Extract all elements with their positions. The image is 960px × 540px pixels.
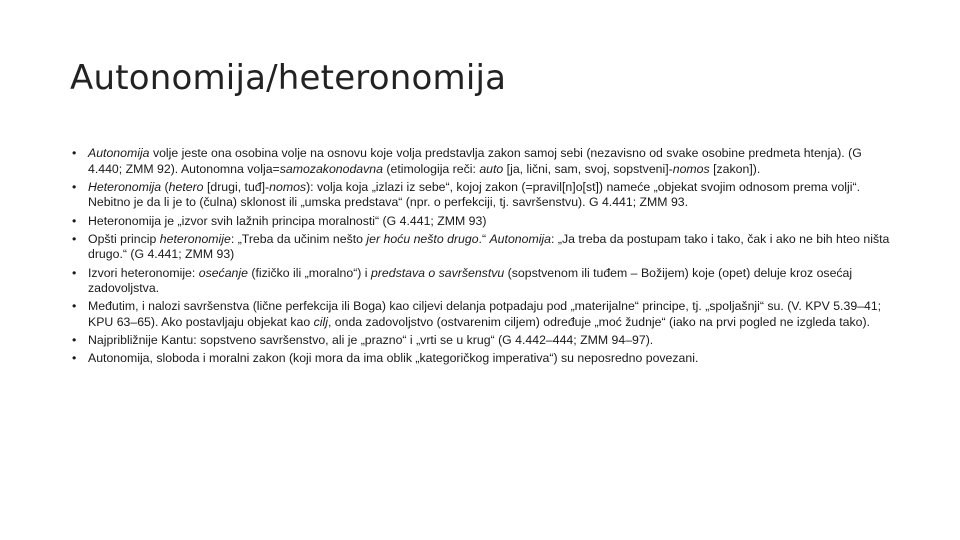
bullet-item — [72, 299, 892, 330]
emphasized-text: hetero — [168, 179, 204, 194]
bullet-item — [72, 232, 892, 263]
emphasized-text: samozakonodavna — [279, 161, 383, 176]
emphasized-text: predstava o savršenstvu — [370, 265, 505, 280]
bullet-text: : „Treba da učinim nešto — [230, 231, 367, 246]
bullet-text: ): volja koja „izlazi iz sebe“, kojoj zakon (=pravil[n]o[st]) nameće „objekat svojim odnosom prema volji“. Nebitno je da li je to (čulna) sklonost ili „umska predstava“ (npr. o perfekciji, tj. savršenstvu). G 4.441; ZMM 93. — [88, 179, 860, 210]
bullet-list — [72, 146, 892, 369]
bullet-item — [72, 333, 892, 349]
emphasized-text: Heteronomija — [88, 179, 162, 194]
bullet-marker: • — [72, 146, 77, 160]
bullet-item — [72, 351, 892, 367]
emphasized-text: Autonomija — [88, 146, 150, 160]
bullet-text: Najpribližnije Kantu: sopstveno savršenstvo, ali je „prazno“ i „vrti se u krug“ (G 4.442–444; ZMM 94–97). — [88, 333, 654, 348]
emphasized-text: nomos — [672, 161, 710, 176]
bullet-text: Heteronomija je „izvor svih lažnih principa moralnosti“ (G 4.441; ZMM 93) — [88, 213, 487, 228]
emphasized-text: jer hoću nešto drugo — [366, 231, 479, 246]
bullet-marker: • — [72, 213, 77, 228]
emphasized-text: auto — [479, 161, 504, 176]
bullet-marker: • — [72, 333, 77, 348]
bullet-item — [72, 180, 892, 211]
bullet-item — [72, 146, 892, 177]
bullet-text: (etimologija reči: — [382, 161, 480, 176]
bullet-marker: • — [72, 351, 77, 366]
bullet-text: [drugi, tuđ]- — [203, 179, 270, 194]
bullet-marker: • — [72, 265, 77, 280]
bullet-text: Autonomija, sloboda i moralni zakon (koji mora da ima oblik „kategoričkog imperativa“) su neposredno povezani. — [88, 351, 699, 366]
bullet-text: Izvori heteronomije: — [88, 265, 199, 280]
bullet-text: ( — [161, 179, 169, 194]
bullet-text: (sopstvenom ili tuđem – Božijem) koje (opet) deluje kroz osećaj zadovoljstva. — [88, 265, 853, 296]
bullet-text: (fizičko ili „moralno“) i — [247, 265, 371, 280]
emphasized-text: Autonomija — [489, 231, 552, 246]
bullet-text: : „Ja treba da postupam tako i tako, čak i ako ne bih hteo ništa drugo.“ (G 4.441; ZMM 93) — [88, 231, 890, 262]
bullet-text: Međutim, i nalozi savršenstva (lične perfekcija ili Boga) kao ciljevi delanja potpadaju pod „materijalne“ principe, tj. „spoljašnji“ su. (V. KPV 5.39–41; KPU 63–65). Ako postavljaju objekat kao — [88, 299, 882, 329]
bullet-text: [ja, lični, sam, svoj, sopstveni]- — [503, 161, 673, 176]
bullet-text: .“ — [478, 231, 490, 246]
bullet-marker: • — [72, 231, 77, 246]
emphasized-text: osećanje — [198, 265, 248, 280]
emphasized-text: cilj — [313, 314, 328, 329]
emphasized-text: nomos — [269, 179, 307, 194]
bullet-text: Opšti princip — [88, 231, 160, 246]
bullet-text: [zakon]). — [709, 161, 761, 176]
bullet-marker: • — [72, 299, 77, 314]
bullet-item — [72, 214, 892, 230]
bullet-item — [72, 266, 892, 297]
slide-title: Autonomija/heteronomija — [70, 58, 507, 98]
bullet-marker: • — [72, 179, 77, 194]
bullet-text: volje jeste ona osobina volje na osnovu koje volja predstavlja zakon samoj sebi (nezavisno od svake osobine predmeta htenja). (G 4.440; ZMM 92). Autonomna volja= — [88, 146, 862, 176]
bullet-text: , onda zadovoljstvo (ostvarenim ciljem) određuje „moć žudnje“ (iako na prvi pogled ne izgleda tako). — [327, 314, 870, 329]
emphasized-text: heteronomije — [159, 231, 231, 246]
